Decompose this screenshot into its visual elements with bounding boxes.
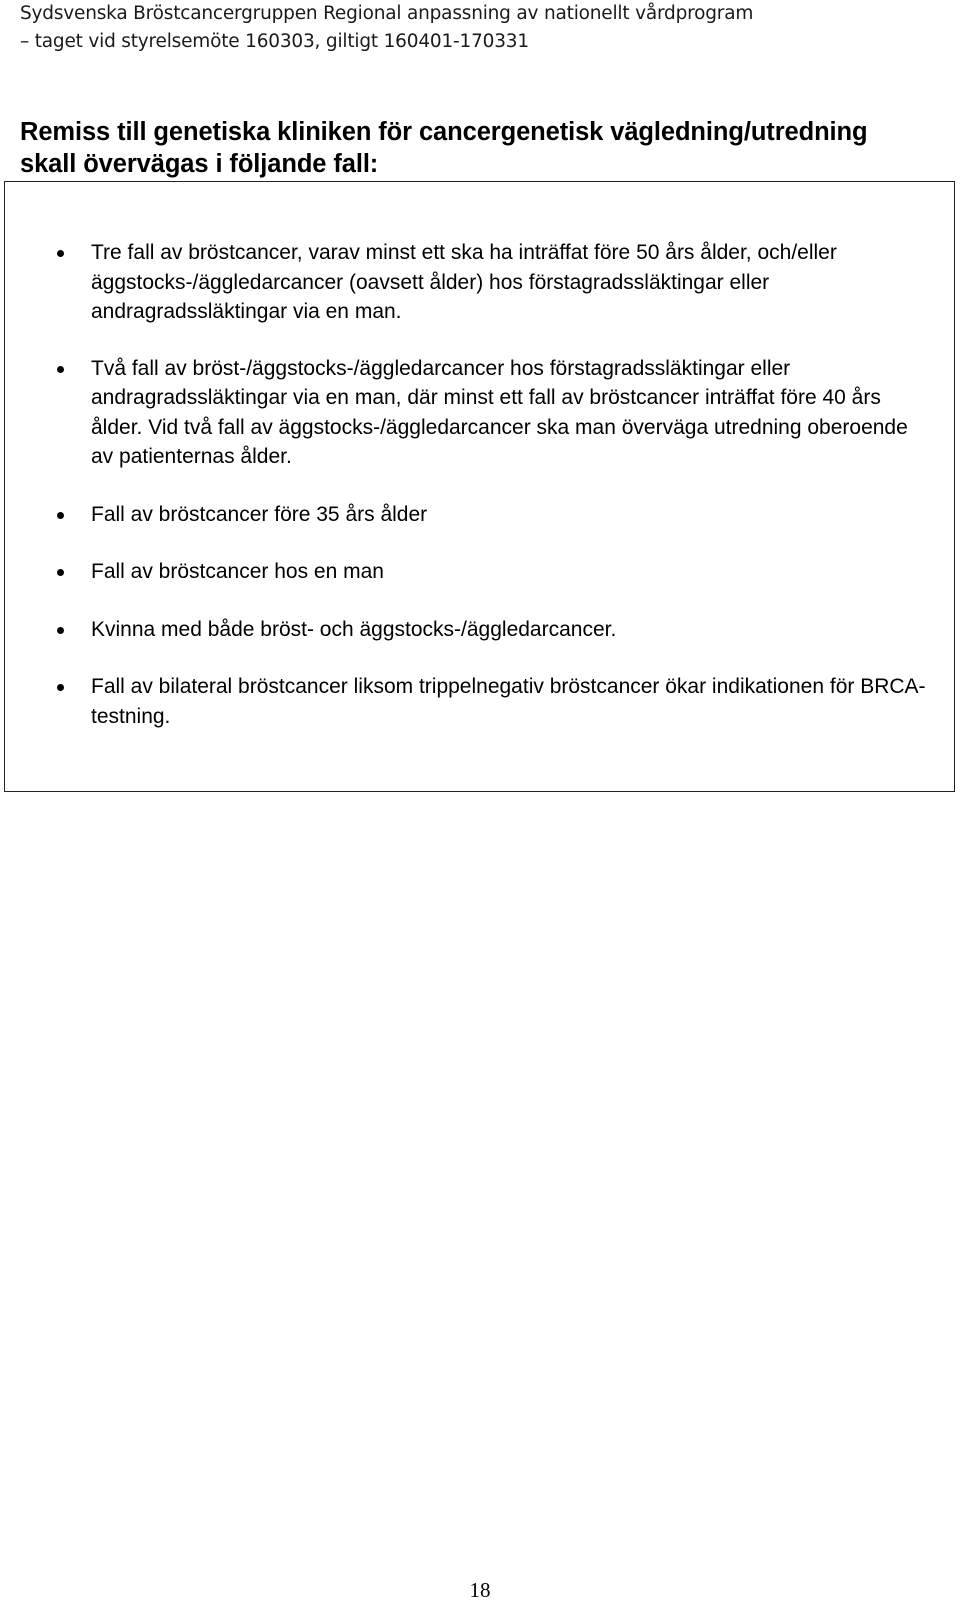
bullet-icon — [57, 684, 64, 691]
criteria-box — [4, 181, 955, 792]
criteria-item-6 — [5, 672, 954, 731]
criteria-item-4 — [5, 557, 954, 587]
running-header — [20, 0, 753, 56]
bullet-icon — [57, 512, 64, 519]
criteria-item-3 — [5, 500, 954, 530]
section-title: Remiss till genetiska kliniken för cancergenetisk vägledning/utredning skall övervägas i följande fall: — [20, 118, 868, 178]
criteria-text: Fall av bröstcancer före 35 års ålder — [91, 502, 428, 526]
bullet-icon — [57, 366, 64, 373]
criteria-text: Fall av bröstcancer hos en man — [91, 560, 384, 583]
criteria-list — [5, 238, 954, 731]
criteria-item-2 — [5, 354, 954, 472]
criteria-text: Kvinna med både bröst- och äggstocks-/äggledarcancer. — [91, 617, 617, 641]
bullet-icon — [57, 569, 64, 576]
bullet-icon — [57, 250, 64, 257]
criteria-item-5 — [5, 615, 954, 645]
page-number: 18 — [469, 1578, 491, 1602]
criteria-text: Fall av bilateral bröstcancer liksom trippelnegativ bröstcancer ökar indikationen för BRCA-testning. — [91, 675, 926, 728]
header-line-1: Sydsvenska Bröstcancergruppen Regional anpassning av nationellt vårdprogram — [20, 3, 754, 24]
bullet-icon — [57, 627, 64, 634]
criteria-text: Tre fall av bröstcancer, varav minst ett ska ha inträffat före 50 års ålder, och/eller äggstocks-/äggledarcancer (oavsett ålder) hos förstagradssläktingar eller andragradssläktingar via en man. — [91, 241, 837, 323]
criteria-text: Två fall av bröst-/äggstocks-/äggledarcancer hos förstagradssläktingar eller andragradssläktingar via en man, där minst ett fall av bröstcancer inträffat före 40 års ålder. Vid två fall av äggstocks-/äggledarcancer ska man överväga utredning oberoende av patienternas ålder. — [91, 356, 908, 468]
header-line-2: – taget vid styrelsemöte 160303, giltigt 160401-170331 — [20, 31, 529, 52]
criteria-item-1 — [5, 238, 954, 327]
